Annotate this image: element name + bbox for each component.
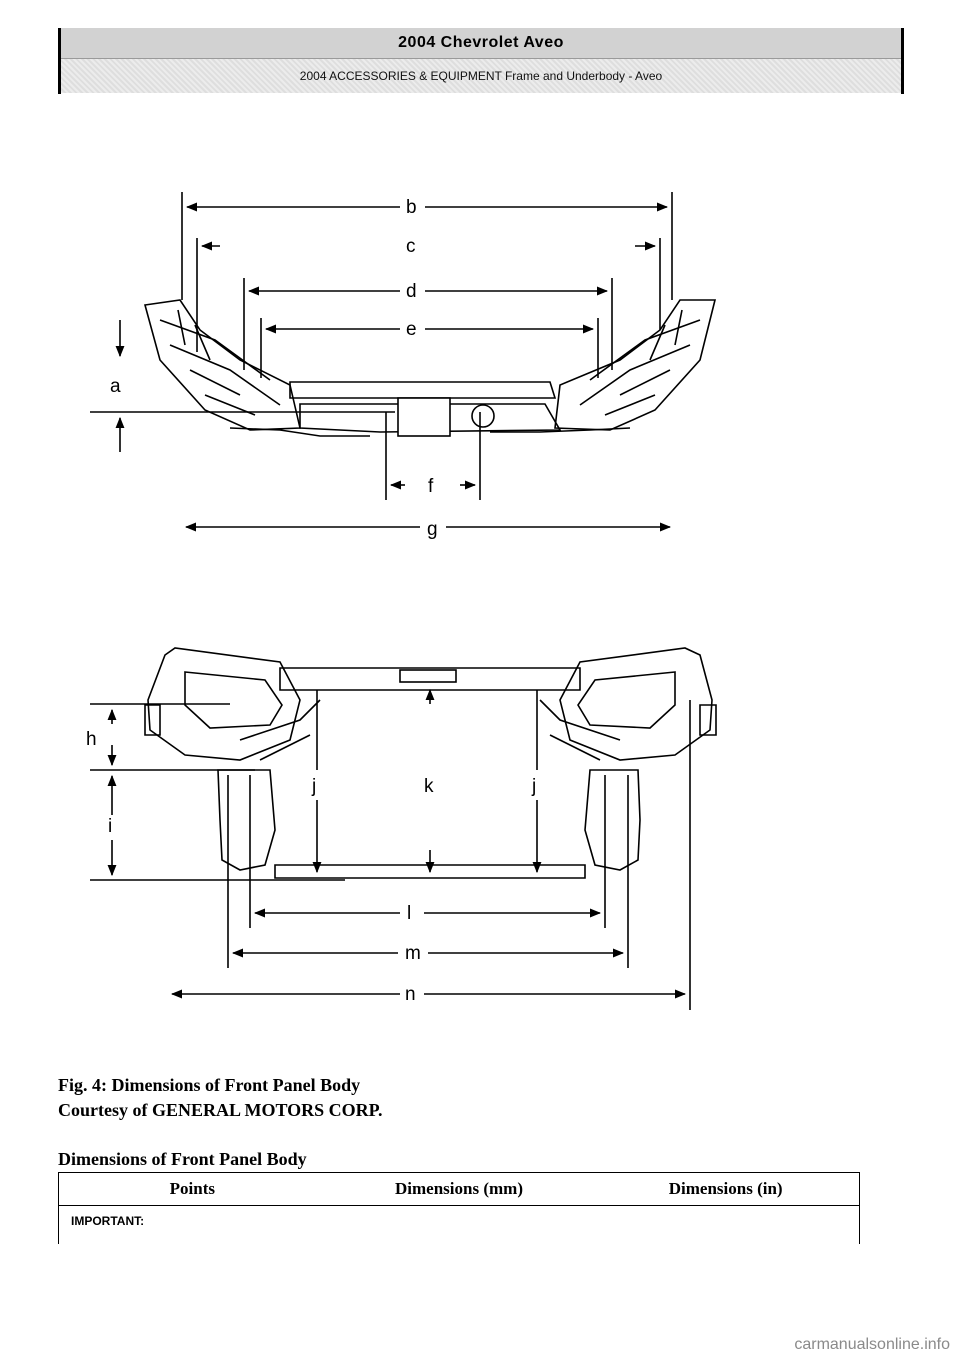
dimensions-table bbox=[58, 1172, 860, 1244]
label-d: d bbox=[406, 281, 417, 302]
watermark: carmanualsonline.info bbox=[794, 1336, 950, 1353]
front-panel-bottom-view bbox=[145, 648, 716, 878]
label-j-right: j bbox=[532, 776, 537, 797]
dimension-lines-bottom bbox=[90, 690, 690, 1010]
label-l: l bbox=[407, 903, 412, 924]
label-h: h bbox=[86, 729, 97, 750]
figure-caption: Fig. 4: Dimensions of Front Panel Body bbox=[58, 1075, 361, 1095]
dimension-labels-top bbox=[110, 197, 438, 540]
header-title: 2004 Chevrolet Aveo bbox=[61, 28, 901, 59]
label-i: i bbox=[108, 816, 113, 837]
table-note-row bbox=[59, 1206, 859, 1244]
label-k: k bbox=[424, 776, 434, 797]
column-header-in: Dimensions (in) bbox=[668, 1179, 783, 1198]
label-a: a bbox=[110, 376, 121, 397]
dimension-lines-top bbox=[90, 192, 672, 527]
figure-courtesy: Courtesy of GENERAL MOTORS CORP. bbox=[58, 1100, 383, 1120]
important-note: IMPORTANT: bbox=[71, 1214, 145, 1228]
label-b: b bbox=[406, 197, 417, 218]
column-header-mm: Dimensions (mm) bbox=[395, 1179, 523, 1198]
table-title: Dimensions of Front Panel Body bbox=[58, 1149, 307, 1169]
label-m: m bbox=[405, 943, 421, 964]
label-j-left: j bbox=[312, 776, 317, 797]
label-n: n bbox=[405, 984, 416, 1005]
front-panel-top-view bbox=[145, 300, 715, 436]
table-header-row bbox=[59, 1173, 859, 1206]
header-subtitle: 2004 ACCESSORIES & EQUIPMENT Frame and Underbody - Aveo bbox=[61, 59, 901, 93]
label-g: g bbox=[427, 519, 438, 540]
label-f: f bbox=[428, 476, 434, 497]
column-header-points: Points bbox=[169, 1179, 215, 1198]
label-e: e bbox=[406, 319, 417, 340]
label-c: c bbox=[406, 236, 416, 257]
